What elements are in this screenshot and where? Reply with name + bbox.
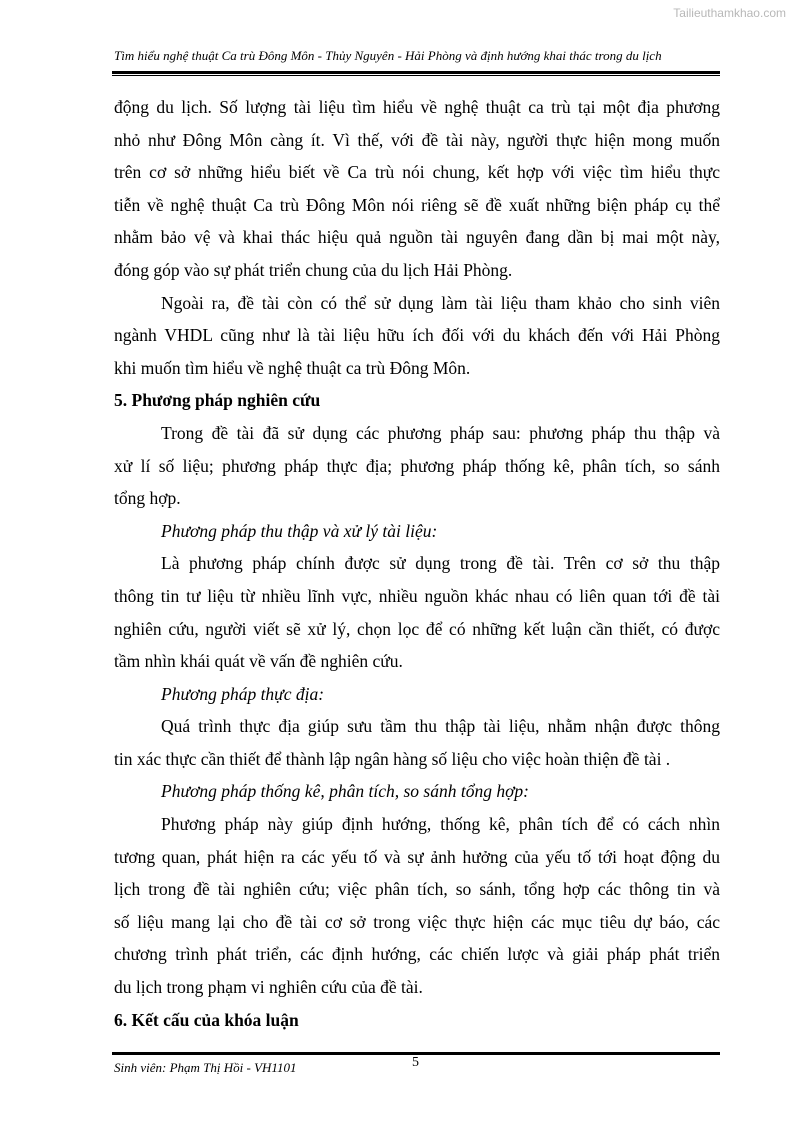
paragraph-line: lịch trong đề tài nghiên cứu; việc phân tích, so sánh, tổng hợp các thông tin và — [114, 879, 720, 900]
running-header: Tìm hiểu nghệ thuật Ca trù Đông Môn - Thủy Nguyên - Hải Phòng và định hướng khai thác trong du lịch — [114, 48, 662, 63]
page-number: 5 — [412, 1055, 419, 1070]
paragraph-line: thông tin tư liệu từ nhiều lĩnh vực, nhiều nguồn khác nhau có liên quan tới đề tài — [114, 585, 720, 606]
paragraph-line: tổng hợp. — [114, 488, 181, 509]
paragraph-line: Quá trình thực địa giúp sưu tầm thu thập tài liệu, nhằm nhận được thông — [161, 716, 720, 737]
paragraph-line: du lịch trong phạm vi nghiên cứu của đề tài. — [114, 977, 423, 998]
paragraph-line: nghiên cứu, người viết sẽ xử lý, chọn lọc để có những kết luận cần thiết, có được — [114, 618, 720, 639]
paragraph-line: đóng góp vào sự phát triển chung của du lịch Hải Phòng. — [114, 259, 513, 280]
paragraph-line: động du lịch. Số lượng tài liệu tìm hiểu về nghệ thuật ca trù tại một địa phương — [114, 97, 720, 117]
paragraph-line: tin xác thực cần thiết để thành lập ngân hàng số liệu cho việc hoàn thiện đề tài . — [114, 748, 671, 769]
watermark: Tailieuthamkhao.com — [673, 6, 786, 20]
header-rule — [112, 71, 720, 74]
paragraph-line: tương quan, phát hiện ra các yếu tố và sự ảnh hưởng của yếu tố tới hoạt động du — [114, 846, 720, 867]
paragraph-line: chương trình phát triển, các định hướng, các chiến lược và giải pháp phát triển — [114, 944, 720, 965]
section-heading: 5. Phương pháp nghiên cứu — [114, 390, 321, 411]
paragraph-line: Trong đề tài đã sử dụng các phương pháp sau: phương pháp thu thập và — [161, 422, 720, 443]
paragraph-line: xử lí số liệu; phương pháp thực địa; phương pháp thống kê, phân tích, so sánh — [114, 455, 720, 476]
paragraph-line: Ngoài ra, đề tài còn có thể sử dụng làm tài liệu tham khảo cho sinh viên — [161, 292, 720, 313]
subheading: Phương pháp thu thập và xử lý tài liệu: — [161, 520, 438, 541]
paragraph-line: nhằm bảo vệ và khai thác hiệu quả nguồn tài nguyên đang dần bị mai một này, — [114, 227, 720, 248]
footer-student: Sinh viên: Phạm Thị Hồi - VH1101 — [114, 1060, 297, 1075]
paragraph-line: tiễn về nghệ thuật Ca trù Đông Môn nói riêng sẽ đề xuất những biện pháp cụ thể — [114, 194, 720, 215]
paragraph-line: ngành VHDL cũng như là tài liệu hữu ích đối với du khách đến với Hải Phòng — [114, 325, 720, 346]
paragraph-line: số liệu mang lại cho đề tài cơ sở trong việc thực hiện các mục tiêu dự báo, các — [114, 911, 720, 932]
section-heading: 6. Kết cấu của khóa luận — [114, 1009, 299, 1030]
document-body — [114, 91, 720, 1036]
paragraph-line: tầm nhìn khái quát về vấn đề nghiên cứu. — [114, 651, 403, 672]
subheading: Phương pháp thực địa: — [161, 683, 325, 704]
header-rule-thin — [112, 75, 720, 76]
paragraph-line: trên cơ sở những hiểu biết về Ca trù nói chung, kết hợp với việc tìm hiểu thực — [114, 162, 720, 183]
subheading: Phương pháp thống kê, phân tích, so sánh tổng hợp: — [161, 781, 529, 802]
paragraph-line: khi muốn tìm hiểu về nghệ thuật ca trù Đông Môn. — [114, 357, 471, 378]
paragraph-line: Phương pháp này giúp định hướng, thống kê, phân tích để có cách nhìn — [161, 814, 720, 835]
paragraph-line: Là phương pháp chính được sử dụng trong đề tài. Trên cơ sở thu thập — [161, 553, 720, 574]
paragraph-line: nhỏ như Đông Môn càng ít. Vì thế, với đề tài này, người thực hiện mong muốn — [114, 129, 720, 150]
